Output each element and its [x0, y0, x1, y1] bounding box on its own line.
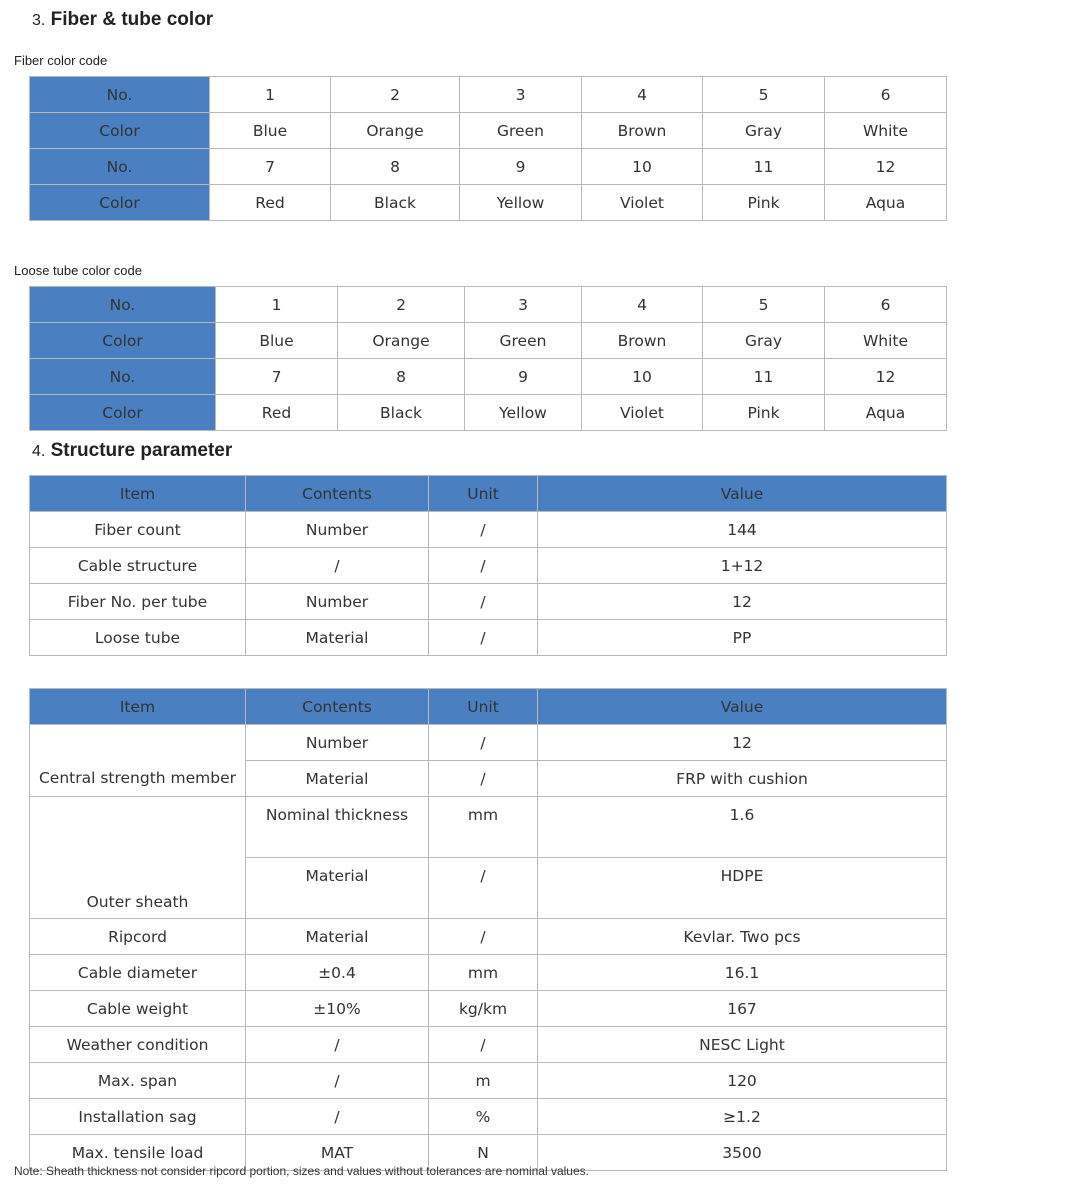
contents-cell: /	[246, 1063, 429, 1099]
contents-cell: ±10%	[246, 991, 429, 1027]
row-label-no: No.	[30, 149, 210, 185]
tube-color-cell: Aqua	[825, 395, 947, 431]
tube-number-cell: 4	[582, 287, 703, 323]
fiber-color-cell: Brown	[582, 113, 703, 149]
column-header-item: Item	[30, 689, 246, 725]
contents-cell: MAT	[246, 1135, 429, 1171]
item-cell: Cable weight	[30, 991, 246, 1027]
tube-number-cell: 11	[703, 359, 825, 395]
fiber-color-cell: White	[825, 113, 947, 149]
tube-color-cell: Red	[216, 395, 338, 431]
value-cell: PP	[538, 620, 947, 656]
fiber-number-cell: 9	[460, 149, 582, 185]
item-cell: Loose tube	[30, 620, 246, 656]
table-row	[30, 77, 947, 113]
fiber-number-cell: 10	[582, 149, 703, 185]
fiber-color-cell: Black	[331, 185, 460, 221]
tube-number-cell: 2	[338, 287, 465, 323]
row-label-color: Color	[30, 395, 216, 431]
fiber-number-cell: 6	[825, 77, 947, 113]
table-row	[30, 185, 947, 221]
value-cell: 120	[538, 1063, 947, 1099]
tube-number-cell: 9	[465, 359, 582, 395]
tube-color-cell: Orange	[338, 323, 465, 359]
contents-cell: Number	[246, 512, 429, 548]
value-cell: ≥1.2	[538, 1099, 947, 1135]
column-header-value: Value	[538, 476, 947, 512]
section-3-number: 3.	[32, 12, 46, 29]
value-cell: 12	[538, 725, 947, 761]
fiber-number-cell: 3	[460, 77, 582, 113]
section-3-heading-text: Fiber & tube color	[50, 9, 214, 30]
item-cell: Max. span	[30, 1063, 246, 1099]
tube-number-cell: 10	[582, 359, 703, 395]
tube-color-cell: Brown	[582, 323, 703, 359]
contents-cell: Material	[246, 919, 429, 955]
tube-color-cell: Black	[338, 395, 465, 431]
table-row	[30, 113, 947, 149]
unit-cell: /	[429, 919, 538, 955]
fiber-number-cell: 4	[582, 77, 703, 113]
row-label-color: Color	[30, 185, 210, 221]
tube-number-cell: 7	[216, 359, 338, 395]
tube-color-table	[29, 286, 947, 431]
tube-number-cell: 6	[825, 287, 947, 323]
fiber-color-cell: Gray	[703, 113, 825, 149]
item-cell: Weather condition	[30, 1027, 246, 1063]
section-4-number: 4.	[32, 443, 46, 460]
value-cell: HDPE	[538, 858, 947, 919]
contents-cell: /	[246, 548, 429, 584]
tube-number-cell: 5	[703, 287, 825, 323]
value-cell: 167	[538, 991, 947, 1027]
table-row	[30, 955, 947, 991]
contents-cell: Material	[246, 858, 429, 919]
tube-color-caption: Loose tube color code	[14, 263, 142, 278]
table-row	[30, 287, 947, 323]
table-row	[30, 991, 947, 1027]
fiber-color-cell: Violet	[582, 185, 703, 221]
section-4-heading-text: Structure parameter	[50, 440, 233, 461]
fiber-number-cell: 12	[825, 149, 947, 185]
item-cell: Fiber count	[30, 512, 246, 548]
column-header-contents: Contents	[246, 689, 429, 725]
table-row	[30, 323, 947, 359]
fiber-number-cell: 7	[210, 149, 331, 185]
fiber-number-cell: 5	[703, 77, 825, 113]
table-header-row	[30, 476, 947, 512]
section-4-title	[32, 440, 232, 462]
row-label-no: No.	[30, 287, 216, 323]
item-cell-central-strength-member: Central strength member	[30, 725, 246, 797]
column-header-unit: Unit	[429, 476, 538, 512]
unit-cell: /	[429, 512, 538, 548]
table-row	[30, 620, 947, 656]
row-label-color: Color	[30, 323, 216, 359]
contents-cell: Material	[246, 620, 429, 656]
value-cell: 1.6	[538, 797, 947, 858]
unit-cell: %	[429, 1099, 538, 1135]
value-cell: Kevlar. Two pcs	[538, 919, 947, 955]
contents-cell: Nominal thickness	[246, 797, 429, 858]
unit-cell: /	[429, 620, 538, 656]
contents-cell: /	[246, 1027, 429, 1063]
table-row	[30, 1063, 947, 1099]
item-cell: Installation sag	[30, 1099, 246, 1135]
footnote: Note: Sheath thickness not consider ripcord portion, sizes and values without tolerances are nominal values.	[14, 1164, 589, 1178]
unit-cell: N	[429, 1135, 538, 1171]
fiber-number-cell: 2	[331, 77, 460, 113]
table-row	[30, 1027, 947, 1063]
unit-cell: /	[429, 584, 538, 620]
tube-color-cell: Gray	[703, 323, 825, 359]
value-cell: 16.1	[538, 955, 947, 991]
row-label-no: No.	[30, 359, 216, 395]
value-cell: 144	[538, 512, 947, 548]
tube-color-cell: White	[825, 323, 947, 359]
table-row	[30, 919, 947, 955]
unit-cell: m	[429, 1063, 538, 1099]
item-cell: Cable structure	[30, 548, 246, 584]
tube-color-cell: Blue	[216, 323, 338, 359]
contents-cell: ±0.4	[246, 955, 429, 991]
contents-cell: Number	[246, 584, 429, 620]
table-row	[30, 584, 947, 620]
fiber-color-cell: Blue	[210, 113, 331, 149]
table-header-row	[30, 689, 947, 725]
table-row	[30, 1099, 947, 1135]
tube-color-cell: Green	[465, 323, 582, 359]
row-label-no: No.	[30, 77, 210, 113]
column-header-item: Item	[30, 476, 246, 512]
value-cell: 1+12	[538, 548, 947, 584]
fiber-number-cell: 11	[703, 149, 825, 185]
item-cell: Cable diameter	[30, 955, 246, 991]
fiber-number-cell: 8	[331, 149, 460, 185]
fiber-color-cell: Yellow	[460, 185, 582, 221]
tube-number-cell: 8	[338, 359, 465, 395]
fiber-color-caption: Fiber color code	[14, 53, 108, 68]
table-row	[30, 149, 947, 185]
tube-number-cell: 3	[465, 287, 582, 323]
table-row	[30, 512, 947, 548]
fiber-number-cell: 1	[210, 77, 331, 113]
fiber-color-cell: Red	[210, 185, 331, 221]
structure-table-1	[29, 475, 947, 656]
tube-number-cell: 1	[216, 287, 338, 323]
fiber-color-cell: Green	[460, 113, 582, 149]
structure-table-2	[29, 688, 947, 1171]
tube-color-cell: Violet	[582, 395, 703, 431]
unit-cell: mm	[429, 797, 538, 858]
value-cell: NESC Light	[538, 1027, 947, 1063]
fiber-color-table	[29, 76, 947, 221]
item-cell: Max. tensile load	[30, 1135, 246, 1171]
value-cell: 3500	[538, 1135, 947, 1171]
fiber-color-cell: Pink	[703, 185, 825, 221]
section-3-title	[32, 9, 213, 31]
tube-number-cell: 12	[825, 359, 947, 395]
unit-cell: /	[429, 1027, 538, 1063]
table-row	[30, 797, 947, 858]
unit-cell: /	[429, 548, 538, 584]
table-row	[30, 725, 947, 761]
unit-cell: mm	[429, 955, 538, 991]
row-label-color: Color	[30, 113, 210, 149]
table-row	[30, 359, 947, 395]
column-header-contents: Contents	[246, 476, 429, 512]
unit-cell: /	[429, 761, 538, 797]
tube-color-cell: Yellow	[465, 395, 582, 431]
column-header-value: Value	[538, 689, 947, 725]
contents-cell: /	[246, 1099, 429, 1135]
value-cell: FRP with cushion	[538, 761, 947, 797]
unit-cell: /	[429, 725, 538, 761]
item-cell: Fiber No. per tube	[30, 584, 246, 620]
fiber-color-cell: Orange	[331, 113, 460, 149]
unit-cell: /	[429, 858, 538, 919]
item-cell: Ripcord	[30, 919, 246, 955]
item-cell-outer-sheath: Outer sheath	[30, 797, 246, 919]
contents-cell: Material	[246, 761, 429, 797]
tube-color-cell: Pink	[703, 395, 825, 431]
fiber-color-cell: Aqua	[825, 185, 947, 221]
value-cell: 12	[538, 584, 947, 620]
table-row	[30, 395, 947, 431]
unit-cell: kg/km	[429, 991, 538, 1027]
table-row	[30, 548, 947, 584]
contents-cell: Number	[246, 725, 429, 761]
column-header-unit: Unit	[429, 689, 538, 725]
